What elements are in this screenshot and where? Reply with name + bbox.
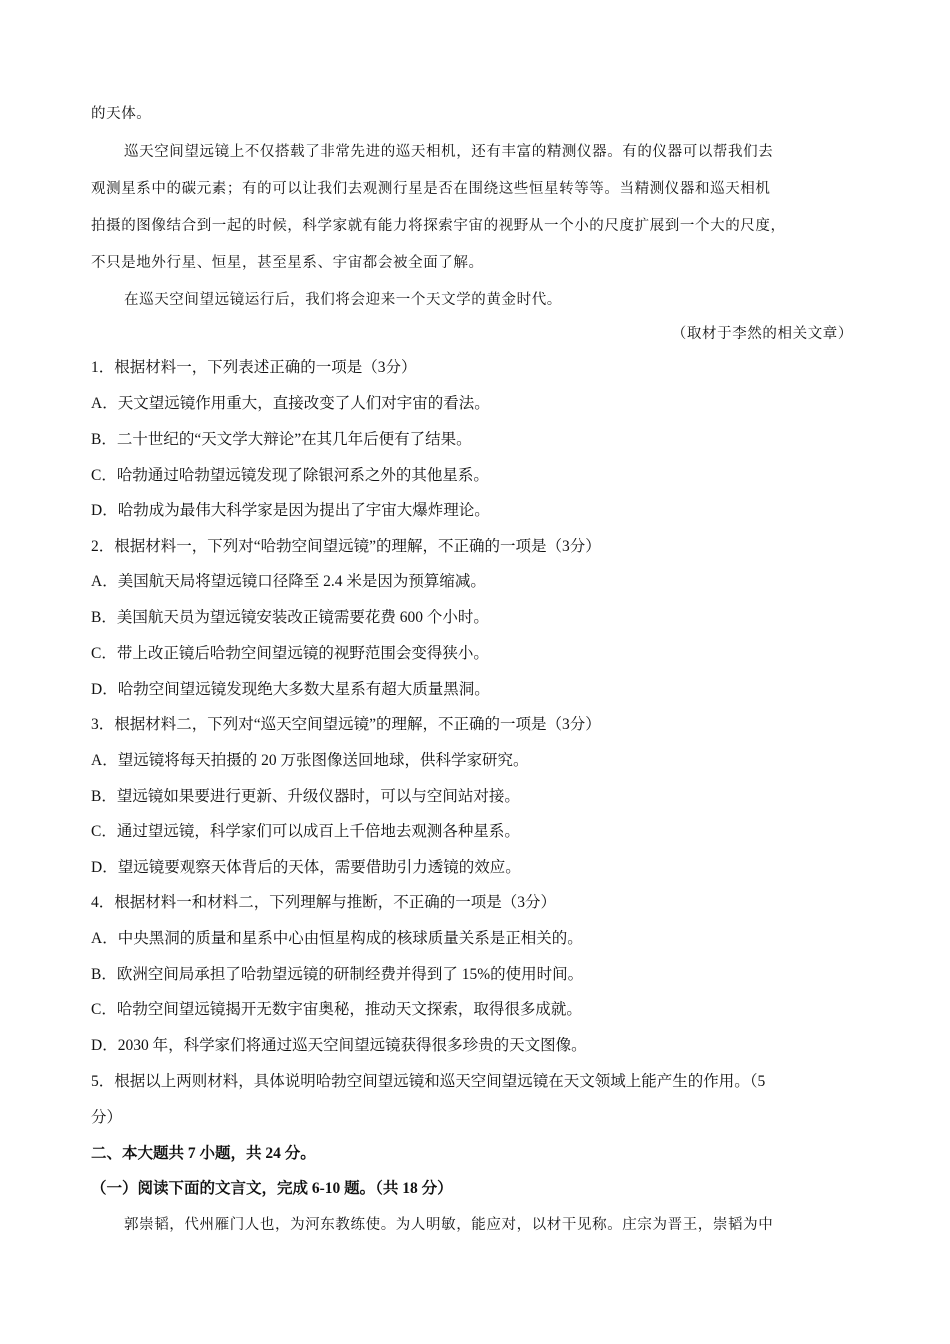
source-note: （取材于李然的相关文章） — [671, 326, 853, 342]
question-stem: 2．根据材料一，下列对“哈勃空间望远镜”的理解，不正确的一项是（3分） — [91, 538, 601, 555]
material-line: 观测星系中的碳元素；有的可以让我们去观测行星是否在围绕这些恒星转等等。当精测仪器和巡天相机 — [91, 181, 771, 197]
option: B．欧洲空间局承担了哈勃望远镜的研制经费并得到了 15%的使用时间。 — [91, 966, 584, 983]
material-line: 的天体。 — [91, 106, 152, 122]
material-line: 不只是地外行星、恒星，甚至星系、宇宙都会被全面了解。 — [91, 255, 484, 271]
option: D．2030 年，科学家们将通过巡天空间望远镜获得很多珍贵的天文图像。 — [91, 1037, 587, 1054]
question-stem-continuation: 分） — [91, 1109, 123, 1126]
option: B．二十世纪的“天文学大辩论”在其几年后便有了结果。 — [91, 431, 472, 448]
question-stem: 5．根据以上两则材料，具体说明哈勃空间望远镜和巡天空间望远镜在天文领域上能产生的作用。（5 — [91, 1073, 766, 1090]
option: A．望远镜将每天拍摄的 20 万张图像送回地球，供科学家研究。 — [91, 752, 529, 769]
option: C．哈勃空间望远镜揭开无数宇宙奥秘，推动天文探索，取得很多成就。 — [91, 1001, 582, 1018]
classical-passage-line: 郭崇韬，代州雁门人也，为河东教练使。为人明敏，能应对，以材干见称。庄宗为晋王，崇韬为中 — [124, 1217, 774, 1233]
material-line: 拍摄的图像结合到一起的时候，科学家就有能力将探索宇宙的视野从一个小的尺度扩展到一个大的尺度， — [91, 218, 786, 234]
option: D．望远镜要观察天体背后的天体，需要借助引力透镜的效应。 — [91, 859, 521, 876]
option: B．望远镜如果要进行更新、升级仪器时，可以与空间站对接。 — [91, 788, 520, 805]
option: A．中央黑洞的质量和星系中心由恒星构成的核球质量关系是正相关的。 — [91, 930, 583, 947]
option: D．哈勃成为最伟大科学家是因为提出了宇宙大爆炸理论。 — [91, 502, 490, 519]
question-stem: 4．根据材料一和材料二，下列理解与推断，不正确的一项是（3分） — [91, 894, 557, 911]
option: C．通过望远镜，科学家们可以成百上千倍地去观测各种星系。 — [91, 823, 520, 840]
option: B．美国航天员为望远镜安装改正镜需要花费 600 个小时。 — [91, 609, 489, 626]
option: A．天文望远镜作用重大，直接改变了人们对宇宙的看法。 — [91, 395, 490, 412]
material-line: 在巡天空间望远镜运行后，我们将会迎来一个天文学的黄金时代。 — [124, 292, 562, 308]
option: A．美国航天局将望远镜口径降至 2.4 米是因为预算缩减。 — [91, 573, 486, 590]
material-line: 巡天空间望远镜上不仅搭载了非常先进的巡天相机，还有丰富的精测仪器。有的仪器可以帮我们去 — [124, 144, 774, 160]
section-heading: 二、本大题共 7 小题，共 24 分。 — [91, 1145, 316, 1162]
subsection-heading: （一）阅读下面的文言文，完成 6-10 题。（共 18 分） — [91, 1180, 453, 1197]
option: C．带上改正镜后哈勃空间望远镜的视野范围会变得狭小。 — [91, 645, 489, 662]
question-stem: 1．根据材料一，下列表述正确的一项是（3分） — [91, 359, 417, 376]
option: C．哈勃通过哈勃望远镜发现了除银河系之外的其他星系。 — [91, 467, 489, 484]
option: D．哈勃空间望远镜发现绝大多数大星系有超大质量黑洞。 — [91, 681, 490, 698]
question-stem: 3．根据材料二，下列对“巡天空间望远镜”的理解，不正确的一项是（3分） — [91, 716, 601, 733]
